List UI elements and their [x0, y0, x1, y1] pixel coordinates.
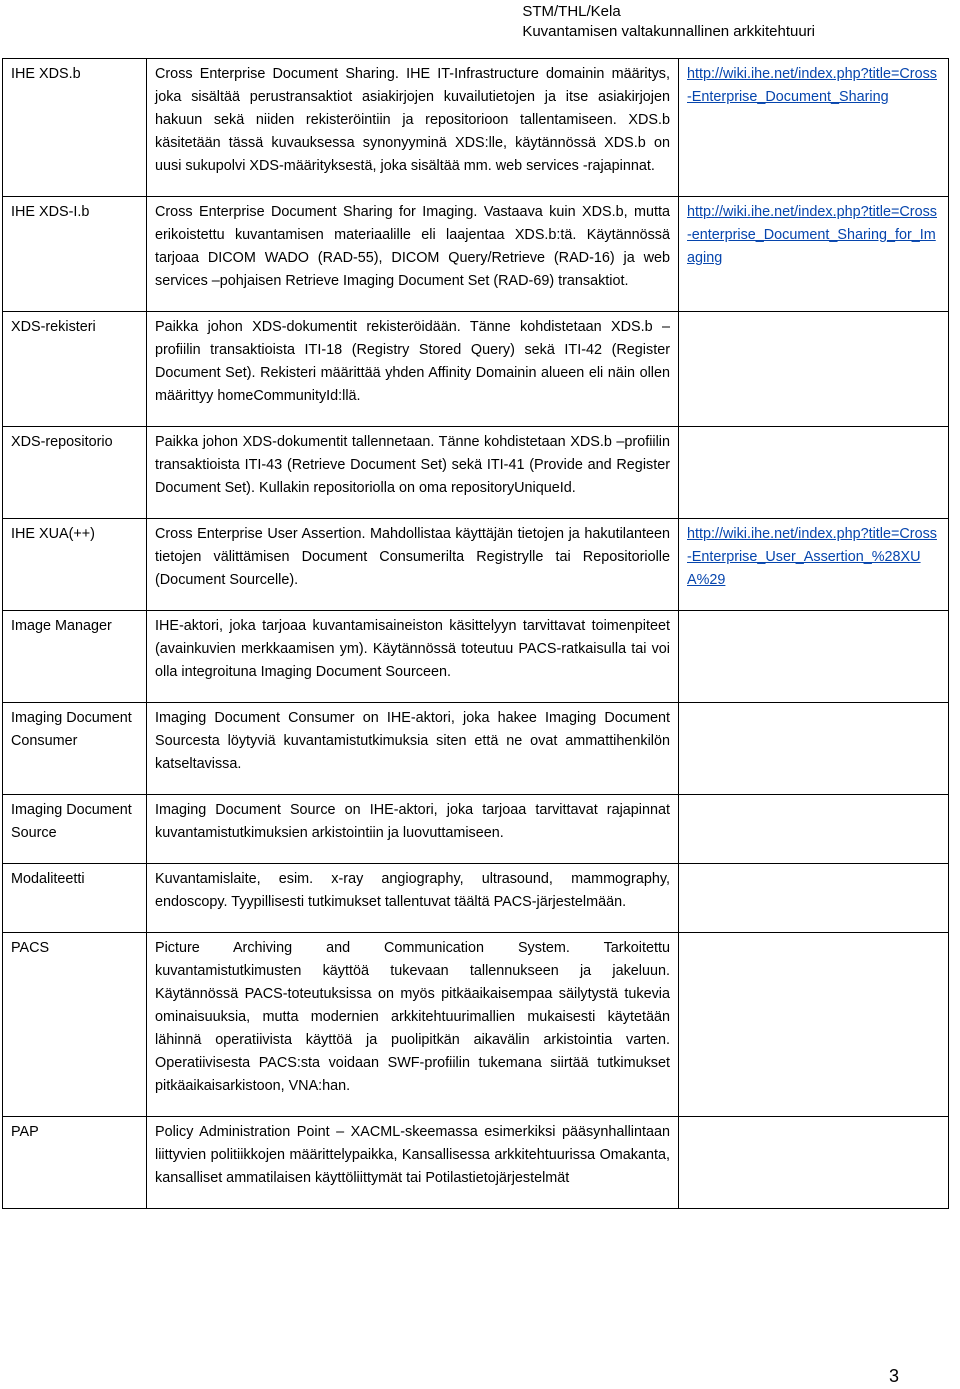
term-cell: Image Manager: [3, 611, 147, 703]
reference-link[interactable]: http://wiki.ihe.net/index.php?title=Cross-Enterprise_Document_Sharing: [679, 59, 949, 197]
table-row: [3, 864, 949, 933]
table-row: [3, 59, 949, 197]
empty-link-cell: [679, 703, 949, 795]
term-cell: Imaging Document Source: [3, 795, 147, 864]
term-cell: IHE XDS.b: [3, 59, 147, 197]
document-header: [522, 2, 815, 42]
term-cell: IHE XUA(++): [3, 519, 147, 611]
page-number: 3: [889, 1366, 900, 1386]
table-row: [3, 611, 949, 703]
empty-link-cell: [679, 611, 949, 703]
description-cell: Picture Archiving and Communication System. Tarkoitettu kuvantamistutkimusten käyttöä tukevaan tallennukseen ja jakeluun. Käytännössä PACS-toteutuksissa on myös pitkäaikaisempaa säilytystä tukevia ominaisuuksia, mutta modernien arkkitehtuurimallien mukaisesti käytetään lähinnä operatiivista käyttöä ja puolipitkän aikavälin arkistointia varten. Operatiivisesta PACS:sta voidaan SWF-profiilin tukemana siirtää tutkimukset pitkäaikaisarkistoon, VNA:han.: [147, 933, 679, 1117]
description-cell: IHE-aktori, joka tarjoaa kuvantamisaineiston käsittelyyn tarvittavat toimenpiteet (avainkuvien merkkaamisen ym). Käytännössä toteutuu PACS-ratkaisulla tai voi olla integroituna Imaging Document Sourceen.: [147, 611, 679, 703]
reference-link[interactable]: http://wiki.ihe.net/index.php?title=Cross-Enterprise_User_Assertion_%28XUA%29: [679, 519, 949, 611]
description-cell: Imaging Document Consumer on IHE-aktori, joka hakee Imaging Document Sourcesta löytyviä kuvantamistutkimuksia siten että ne ovat ammattihenkilön katseltavissa.: [147, 703, 679, 795]
reference-link[interactable]: http://wiki.ihe.net/index.php?title=Cross-enterprise_Document_Sharing_for_Imaging: [679, 197, 949, 312]
description-cell: Imaging Document Source on IHE-aktori, joka tarjoaa tarvittavat rajapinnat kuvantamistutkimuksien arkistointiin ja luovuttamiseen.: [147, 795, 679, 864]
term-cell: Modaliteetti: [3, 864, 147, 933]
header-organizations: STM/THL/Kela: [522, 3, 621, 20]
term-cell: PAP: [3, 1117, 147, 1209]
table-row: [3, 519, 949, 611]
description-cell: Cross Enterprise User Assertion. Mahdollistaa käyttäjän tietojen ja hakutilanteen tietojen välittämisen Document Consumerilta Registrylle tai Repositoriolle (Document Sourcelle).: [147, 519, 679, 611]
empty-link-cell: [679, 427, 949, 519]
empty-link-cell: [679, 312, 949, 427]
description-cell: Kuvantamislaite, esim. x-ray angiography, ultrasound, mammography, endoscopy. Tyypillisesti tutkimukset tallentuvat täältä PACS-järjestelmään.: [147, 864, 679, 933]
table-row: [3, 312, 949, 427]
term-cell: PACS: [3, 933, 147, 1117]
table-row: [3, 427, 949, 519]
header-title: Kuvantamisen valtakunnallinen arkkitehtuuri: [522, 23, 815, 40]
table-row: [3, 703, 949, 795]
description-cell: Paikka johon XDS-dokumentit tallennetaan. Tänne kohdistetaan XDS.b –profiilin transaktioista ITI-43 (Retrieve Document Set) sekä ITI-41 (Provide and Register Document Set). Kullakin repositoriolla on oma repositoryUniqueId.: [147, 427, 679, 519]
empty-link-cell: [679, 933, 949, 1117]
empty-link-cell: [679, 1117, 949, 1209]
term-cell: IHE XDS-I.b: [3, 197, 147, 312]
term-cell: Imaging Document Consumer: [3, 703, 147, 795]
term-cell: XDS-repositorio: [3, 427, 147, 519]
term-cell: XDS-rekisteri: [3, 312, 147, 427]
description-cell: Paikka johon XDS-dokumentit rekisteröidään. Tänne kohdistetaan XDS.b –profiilin transaktioista ITI-18 (Registry Stored Query) sekä ITI-42 (Register Document Set). Rekisteri määrittää yhden Affinity Domainin alueen eli näin ollen määrittyy homeCommunityId:llä.: [147, 312, 679, 427]
description-cell: Cross Enterprise Document Sharing for Imaging. Vastaava kuin XDS.b, mutta erikoistettu kuvantamisen materiaalille eli laajentaa XDS.b:tä. Käytännössä tarjoaa DICOM WADO (RAD-55), DICOM Query/Retrieve (RAD-16) ja web services –pohjaisen Retrieve Imaging Document Set (RAD-69) transaktiot.: [147, 197, 679, 312]
empty-link-cell: [679, 795, 949, 864]
description-cell: Policy Administration Point – XACML-skeemassa esimerkiksi pääsynhallintaan liittyvien politiikkojen määrittelypaikka, Kansallisessa arkkitehtuurissa Omakanta, kansalliset ammatilaisen käyttöliittymät tai Potilastietojärjestelmät: [147, 1117, 679, 1209]
table-row: [3, 1117, 949, 1209]
table-row: [3, 933, 949, 1117]
table-row: [3, 795, 949, 864]
description-cell: Cross Enterprise Document Sharing. IHE IT-Infrastructure domainin määritys, joka sisältää perustransaktiot asiakirjojen kuvailutietojen ja itse asiakirjojen hakuun sekä niiden rekisteröintiin ja repositorioon tallentamiseen. XDS.b käsitetään tässä kuvauksessa synonyyminä XDS:lle, käytännössä XDS.b on uusi sukupolvi XDS-määrityksestä, joka sisältää mm. web services -rajapinnat.: [147, 59, 679, 197]
table-row: [3, 197, 949, 312]
empty-link-cell: [679, 864, 949, 933]
glossary-table: [2, 58, 949, 1209]
